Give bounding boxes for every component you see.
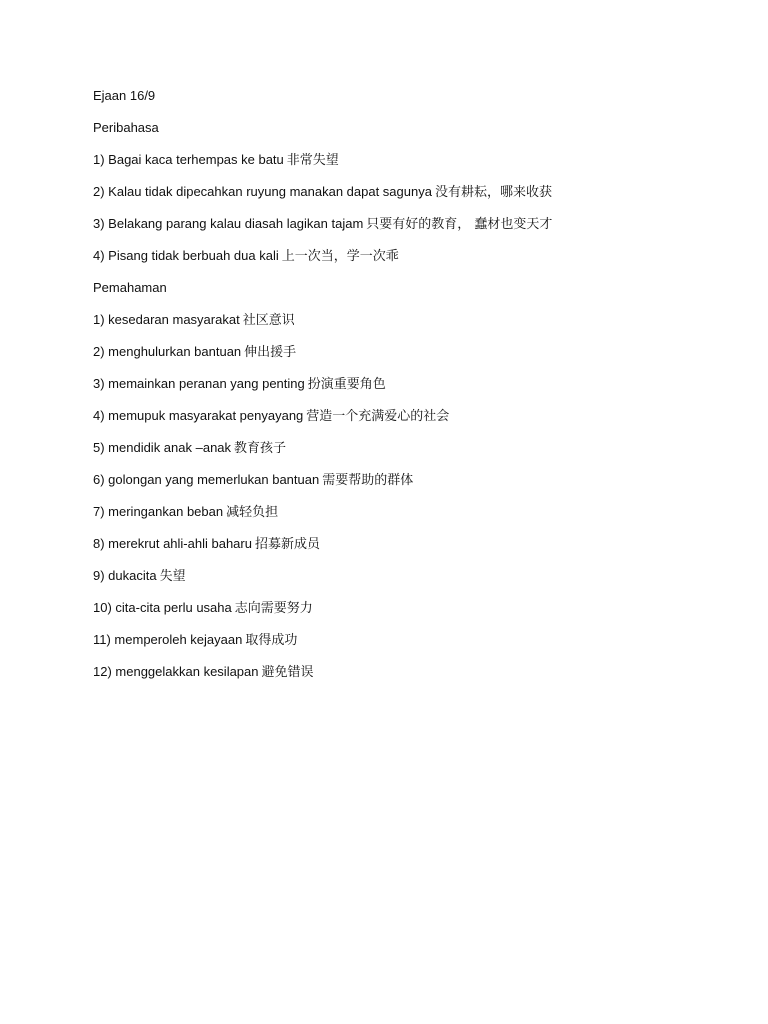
malay-text: 4) Pisang tidak berbuah dua kali (93, 248, 279, 263)
chinese-text: 只要有好的教育， 蠢材也变天才 (366, 217, 553, 232)
list-item (93, 341, 733, 373)
list-item (93, 373, 733, 405)
malay-text: 10) cita-cita perlu usaha (93, 600, 232, 615)
section-heading-peribahasa: Peribahasa (93, 120, 159, 135)
chinese-text: 减轻负担 (226, 505, 279, 520)
chinese-text: 上一次当，学一次乖 (281, 249, 399, 264)
list-item (93, 469, 733, 501)
chinese-text: 社区意识 (242, 313, 295, 328)
chinese-text: 需要帮助的群体 (322, 473, 414, 488)
list-item (93, 437, 733, 469)
chinese-text: 招募新成员 (254, 537, 320, 552)
malay-text: 5) mendidik anak –anak (93, 440, 232, 455)
list-item (93, 661, 733, 693)
chinese-text: 志向需要努力 (234, 601, 313, 616)
malay-text: 3) memainkan peranan yang penting (93, 376, 305, 391)
list-item (93, 245, 733, 277)
malay-text: 2) Kalau tidak dipecahkan ruyung manakan dapat sagunya (93, 184, 432, 199)
chinese-text: 伸出援手 (244, 345, 297, 360)
malay-text: 6) golongan yang memerlukan bantuan (93, 472, 320, 487)
malay-text: 8) merekrut ahli-ahli baharu (93, 536, 252, 551)
malay-text: 12) menggelakkan kesilapan (93, 664, 259, 679)
document-page (93, 85, 733, 693)
malay-text: 2) menghulurkan bantuan (93, 344, 242, 359)
malay-text: 1) Bagai kaca terhempas ke batu (93, 152, 284, 167)
list-item (93, 405, 733, 437)
malay-text: 7) meringankan beban (93, 504, 224, 519)
list-item (93, 309, 733, 341)
list-item (93, 181, 733, 213)
chinese-text: 没有耕耘，哪来收获 (434, 185, 552, 200)
chinese-text: 非常失望 (286, 153, 339, 168)
chinese-text: 取得成功 (245, 633, 298, 648)
list-item (93, 149, 733, 181)
pemahaman-list (93, 309, 733, 693)
list-item (93, 565, 733, 597)
malay-text: 3) Belakang parang kalau diasah lagikan tajam (93, 216, 364, 231)
list-item (93, 501, 733, 533)
malay-text: 9) dukacita (93, 568, 157, 583)
chinese-text: 扮演重要角色 (307, 377, 386, 392)
list-item (93, 629, 733, 661)
list-item (93, 533, 733, 565)
malay-text: 11) memperoleh kejayaan (93, 632, 243, 647)
chinese-text: 营造一个充满爱心的社会 (306, 409, 450, 424)
malay-text: 4) memupuk masyarakat penyayang (93, 408, 304, 423)
document-title: Ejaan 16/9 (93, 88, 156, 103)
chinese-text: 避免错误 (261, 665, 314, 680)
list-item (93, 213, 733, 245)
section-heading-pemahaman: Pemahaman (93, 280, 167, 295)
peribahasa-list (93, 149, 733, 277)
malay-text: 1) kesedaran masyarakat (93, 312, 240, 327)
chinese-text: 失望 (159, 569, 186, 584)
list-item (93, 597, 733, 629)
chinese-text: 教育孩子 (234, 441, 287, 456)
